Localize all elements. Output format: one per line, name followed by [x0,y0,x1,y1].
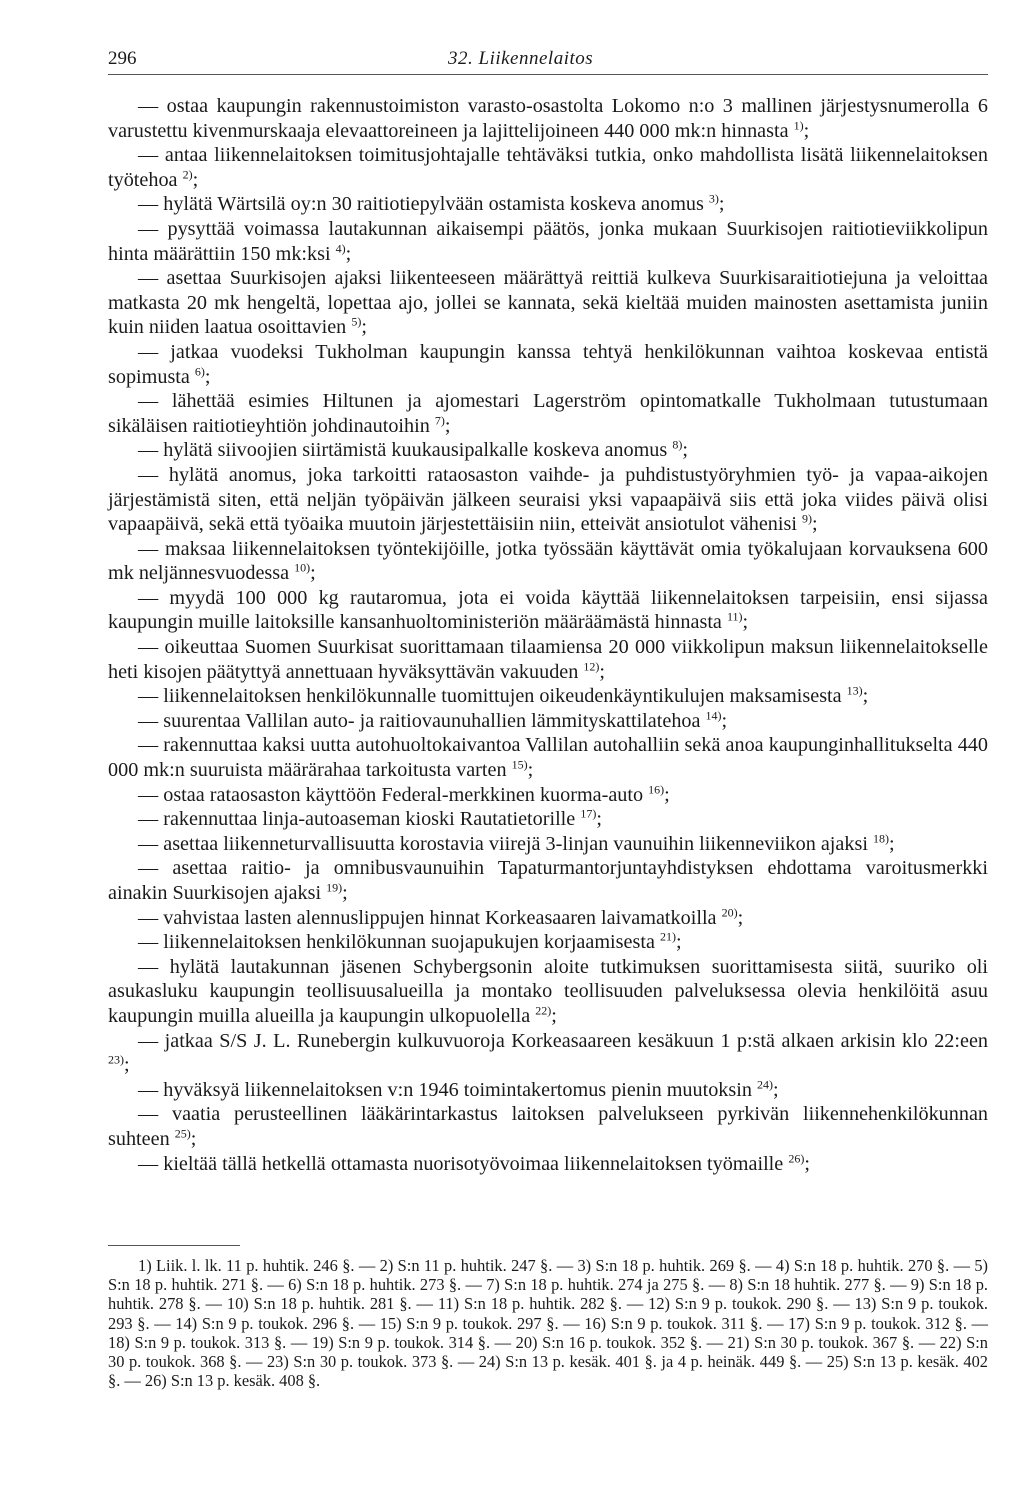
decision-item: — hylätä lautakunnan jäsenen Schybergsonin aloite tutkimuksen suorittamisesta siitä, suuriko oli asukasluku kaupungin teollisuusalueilla ja montako teollisuuden palveluksessa olevia henkilöitä asuu kaupungin muilla alueilla ja kaupungin ulkopuolella $^{22)}$; [108,955,988,1027]
footnote-ref: 2) [182,167,193,182]
decision-item: — hylätä siivoojien siirtämistä kuukausipalkalle koskeva anomus $^{8)}$; [138,437,688,462]
decision-item: — vahvistaa lasten alennuslippujen hinnat Korkeasaaren laivamatkoilla $^{20)}$; [138,904,744,929]
decision-item: — oikeuttaa Suomen Suurkisat suorittamaan tilaamiensa 20 000 viikkolipun maksun liikennelaitokselle heti kisojen päätyttyä annettuaan hyväksyttävän vakuuden $^{12)}$; [108,636,988,683]
running-title: 32. Liikennelaitos [448,48,594,69]
footnote-ref: 6) [194,363,205,378]
footnote-ref: 7) [434,412,445,427]
footnote-text: 1) Liik. l. lk. 11 p. huhtik. 246 §. — 2) S:n 11 p. huhtik. 247 §. — 3) S:n 18 p. huhtik. 269 §. — 4) S:n 18 p. huhtik. 270 §. — 5) S:n 18 p. huhtik. 271 §. — 6) S:n 18 p. huhtik. 273 §. — 7) S:n 18 p. huhtik. 274 ja 275 §. — 8) S:n 18 huhtik. 277 §. — 9) S:n 18 p. huhtik. 278 §. — 10) S:n 18 p. huhtik. 281 §. — 11) S:n 18 p. huhtik. 282 §. — 12) S:n 9 p. toukok. 290 §. — 13) S:n 9 p. toukok. 293 §. — 14) S:n 9 p. toukok. 296 §. — 15) S:n 9 p. toukok. 297 §. — 16) S:n 9 p. toukok. 311 §. — 17) S:n 9 p. toukok. 312 §. — 18) S:n 9 p. toukok. 313 §. — 19) S:n 9 p. toukok. 314 §. — 20) S:n 16 p. toukok. 352 §. — 21) S:n 30 p. toukok. 367 §. — 22) S:n 30 p. toukok. 368 §. — 23) S:n 30 p. toukok. 373 §. — 24) S:n 13 p. kesäk. 401 §. ja 4 p. heinäk. 449 §. — 25) S:n 13 p. kesäk. 402 §. — 26) S:n 13 p. kesäk. 408 §. [108,1256,988,1391]
footnote-ref: 13) [846,683,863,698]
footnote-ref: 16) [648,781,665,796]
footnote-ref: 11) [726,609,743,624]
decision-item: — pysyttää voimassa lautakunnan aikaisempi päätös, jonka mukaan Suurkisojen raitiotieviikkolipun hinta määrättiin 150 mk:ksi $^{4)}$; [108,217,988,265]
decision-item: — liikennelaitoksen henkilökunnalle tuomittujen oikeudenkäyntikulujen maksamisesta $^{13)}$; [138,683,869,708]
footnote-ref: 14) [705,708,722,723]
decision-item: — myydä 100 000 kg rautaromua, jota ei voida käyttää liikennelaitoksen tarpeisiin, ensi sijassa kaupungin muille laitoksille kansanhuoltoministeriön määräämästä hinnasta $^{11)}$; [108,586,988,634]
decision-item: — ostaa rataosaston käyttöön Federal-merkkinen kuorma-auto $^{16)}$; [138,781,670,806]
header-rule [108,74,988,75]
footnote-ref: 1) [793,117,804,132]
footnote-ref: 23) [108,1052,124,1067]
decision-item: — suurentaa Vallilan auto- ja raitiovaunuhallien lämmityskattilatehoa $^{14)}$; [138,708,728,732]
decision-item: — jatkaa vuodeksi Tukholman kaupungin kanssa tehtyä henkilökunnan vaihtoa koskevaa entistä sopimusta $^{6)}$; [108,340,988,388]
decision-item: — rakennuttaa linja-autoaseman kioski Rautatietorille $^{17)}$; [138,806,602,831]
decision-item: — kieltää tällä hetkellä ottamasta nuorisotyövoimaa liikennelaitoksen työmaille $^{26)}$; [138,1150,810,1175]
footnote-rule [108,1245,240,1246]
footnote-ref: 22) [535,1003,552,1018]
decision-item: — jatkaa S/S J. L. Runebergin kulkuvuoroja Korkeasaareen kesäkuun 1 p:stä alkaen arkisin klo 22:een $^{23)}$; [108,1029,988,1077]
decision-item: — asettaa Suurkisojen ajaksi liikenteeseen määrättyä reittiä kulkeva Suurkisaraitiotiejuna ja veloittaa matkasta 20 mk hengeltä, lopettaa ajo, jollei se kannata, sekä kieltää muiden mainosten asettamista juniin kuin niiden laatua osoittavien $^{5)}$; [108,267,988,339]
decision-item: — rakennuttaa kaksi uutta autohuoltokaivantoa Vallilan autohalliin sekä anoa kaupunginhallitukselta 440 000 mk:n suuruista määrärahaa tarkoitusta varten $^{15)}$; [108,734,988,782]
footnote-ref: 8) [672,437,683,452]
footnote-ref: 21) [659,929,676,944]
decision-item: — hylätä anomus, joka tarkoitti rataosaston vaihde- ja puhdistustyöryhmien työ- ja vapaa-aikojen järjestämistä siten, että neljän työpäivän jälkeen seuraisi yksi vapaapäivä siis että joka viides päivä olisi vapaapäivä, sekä että työaika muutoin järjestettäisiin niin, etteivät ansiotulot vähenisi $^{9)}$; [108,463,988,536]
decision-item: — maksaa liikennelaitoksen työntekijöille, jotka työssään käyttävät omia työkalujaan korvauksena 600 mk neljännesvuodessa $^{10)}$; [108,537,988,585]
footnote-ref: 5) [351,314,362,329]
decision-item: — hylätä Wärtsilä oy:n 30 raitiotiepylvään ostamista koskeva anomus $^{3)}$; [138,191,725,216]
footnote-ref: 15) [511,757,528,772]
page-number: 296 [108,48,137,69]
decision-item: — ostaa kaupungin rakennustoimiston varasto-osastolta Lokomo n:o 3 mallinen järjestysnumerolla 6 varustettu kivenmurskaaja elevaattoreineen ja lajittelijoineen 440 000 mk:n hinnasta $^{1)}$; [108,95,988,142]
decision-item: — hyväksyä liikennelaitoksen v:n 1946 toimintakertomus pienin muutoksin $^{24)}$; [138,1077,779,1101]
footnote-ref: 9) [802,511,813,526]
footnote-ref: 10) [294,560,311,575]
decision-item: — liikennelaitoksen henkilökunnan suojapukujen korjaamisesta $^{21)}$; [138,929,682,954]
footnote-ref: 17) [580,806,597,821]
footnotes [108,1256,988,1390]
footnote-ref: 25) [174,1126,191,1141]
footnote-ref: 12) [583,658,600,673]
footnote-ref: 19) [326,880,343,895]
decision-item: — lähettää esimies Hiltunen ja ajomestari Lagerström opintomatkalle Tukholmaan tutustumaan sikäläisen raitiotieyhtiön johdinautoihin $^{7)}$; [108,390,988,437]
decision-item: — asettaa raitio- ja omnibusvaunuihin Tapaturmantorjuntayhdistyksen ehdottama varoitusmerkki ainakin Suurkisojen ajaksi $^{19)}$; [108,857,988,904]
decision-item: — asettaa liikenneturvallisuutta korostavia viirejä 3-linjan vaunuihin liikenneviikon ajaksi $^{18)}$; [138,831,895,855]
footnote-ref: 3) [708,191,719,206]
decision-item: — vaatia perusteellinen lääkärintarkastus laitoksen palvelukseen pyrkivän liikennehenkilökunnan suhteen $^{25)}$; [108,1103,988,1150]
footnote-ref: 26) [788,1150,805,1165]
decision-item: — antaa liikennelaitoksen toimitusjohtajalle tehtäväksi tutkia, onko mahdollista lisätä liikennelaitoksen työtehoa $^{2)}$; [108,144,988,191]
footnote-ref: 24) [757,1077,774,1092]
decision-list [108,94,988,1176]
footnote-ref: 20) [721,904,738,919]
footnote-ref: 18) [872,831,889,846]
footnote-ref: 4) [335,240,346,255]
